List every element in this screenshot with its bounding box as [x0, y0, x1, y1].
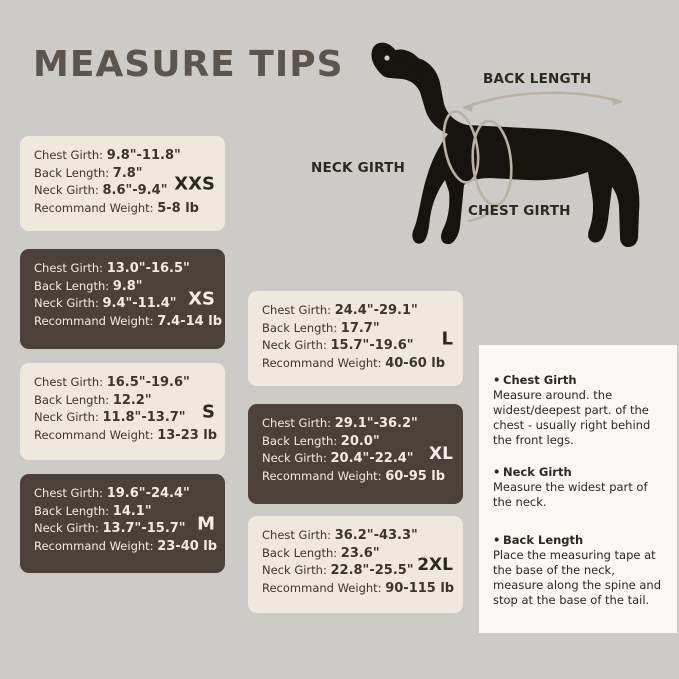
chest-girth-label: Chest Girth:: [34, 148, 104, 162]
weight-row: [34, 427, 218, 445]
neck-girth-label: Neck Girth:: [34, 183, 99, 197]
instruction-neck-title: Neck Girth: [503, 465, 572, 479]
weight-label: Recommand Weight:: [262, 580, 382, 595]
chest-girth-value: 24.4"-29.1": [334, 303, 418, 318]
chest-girth-row: [262, 527, 418, 545]
chest-girth-row: [34, 147, 181, 165]
chest-girth-row: [34, 260, 190, 278]
measuring-instructions-panel: [479, 345, 677, 633]
back-length-callout-label: BACK LENGTH: [483, 71, 592, 87]
bullet-icon: •: [493, 373, 501, 387]
weight-label: Recommand Weight:: [34, 200, 154, 215]
instruction-neck-body: Measure the widest part of the neck.: [493, 480, 648, 509]
back-length-label: Back Length:: [34, 165, 110, 180]
neck-girth-value: 9.4"-11.4": [102, 296, 177, 311]
size-badge: 2XL: [417, 554, 453, 575]
back-length-row: [34, 278, 169, 296]
back-length-value: 23.6": [340, 545, 380, 561]
back-length-arrow-left: [463, 103, 473, 112]
neck-girth-label: Neck Girth:: [34, 296, 99, 310]
back-length-value: 9.8": [112, 278, 143, 294]
size-card-lines: [34, 485, 218, 555]
size-card-l[interactable]: [248, 291, 463, 386]
chest-girth-label: Chest Girth:: [34, 261, 104, 275]
neck-girth-label: Neck Girth:: [262, 451, 327, 465]
size-badge: XXS: [174, 173, 215, 194]
neck-girth-row: [262, 450, 414, 468]
bullet-icon: •: [493, 465, 501, 479]
weight-label: Recommand Weight:: [34, 313, 154, 328]
weight-row: [262, 355, 446, 373]
back-length-row: [262, 545, 403, 563]
instruction-neck-girth: [493, 465, 667, 510]
back-length-value: 12.2": [112, 392, 152, 408]
weight-value: 90-115 lb: [385, 580, 455, 596]
back-length-label: Back Length:: [34, 392, 110, 407]
chest-girth-row: [34, 374, 190, 392]
weight-value: 7.4-14 lb: [157, 313, 223, 329]
weight-label: Recommand Weight:: [262, 355, 382, 370]
chest-girth-value: 29.1"-36.2": [334, 416, 418, 431]
weight-label: Recommand Weight:: [34, 427, 154, 442]
weight-value: 23-40 lb: [157, 538, 218, 554]
size-badge: XS: [188, 288, 215, 310]
dog-eye: [384, 55, 389, 60]
chest-girth-label: Chest Girth:: [262, 416, 332, 430]
neck-girth-row: [262, 562, 414, 580]
neck-girth-value: 13.7"-15.7": [102, 521, 186, 536]
page-title: MEASURE TIPS: [33, 44, 344, 85]
back-length-label: Back Length:: [262, 433, 338, 448]
instruction-neck-heading: [493, 465, 667, 479]
size-badge: XL: [429, 444, 453, 464]
instruction-back-heading: [493, 533, 667, 547]
chest-girth-value: 13.0"-16.5": [106, 261, 190, 276]
chest-girth-row: [262, 415, 418, 433]
chest-girth-callout-label: CHEST GIRTH: [468, 203, 571, 219]
neck-girth-callout-label: NECK GIRTH: [311, 160, 405, 176]
chest-girth-value: 9.8"-11.8": [106, 148, 181, 163]
neck-girth-row: [34, 520, 186, 538]
neck-girth-value: 11.8"-13.7": [102, 410, 186, 425]
neck-girth-row: [34, 295, 177, 313]
back-length-label: Back Length:: [34, 503, 110, 518]
back-length-value: 14.1": [112, 503, 152, 519]
back-length-row: [262, 320, 403, 338]
chest-girth-value: 36.2"-43.3": [334, 528, 418, 543]
weight-value: 60-95 lb: [385, 468, 446, 484]
size-badge: M: [197, 513, 215, 534]
neck-girth-value: 20.4"-22.4": [330, 451, 414, 466]
instruction-back-length: [493, 533, 667, 608]
bullet-icon: •: [493, 533, 501, 547]
instruction-chest-body: Measure around. the widest/deepest part. of the chest - usually right behind the front legs.: [493, 388, 651, 447]
instruction-back-body: Place the measuring tape at the base of the neck, measure along the spine and stop at the base of the tail.: [493, 548, 662, 607]
back-length-label: Back Length:: [34, 278, 110, 293]
chest-girth-row: [34, 485, 190, 503]
chest-girth-label: Chest Girth:: [262, 303, 332, 317]
neck-girth-value: 8.6"-9.4": [102, 183, 168, 198]
neck-girth-label: Neck Girth:: [34, 521, 99, 535]
chest-girth-label: Chest Girth:: [262, 528, 332, 542]
back-length-row: [34, 165, 169, 183]
instruction-back-title: Back Length: [503, 533, 584, 547]
neck-girth-label: Neck Girth:: [262, 563, 327, 577]
size-card-m[interactable]: [20, 474, 225, 573]
size-card-xxs[interactable]: [20, 136, 225, 231]
size-card-xs[interactable]: [20, 249, 225, 349]
back-length-row: [262, 433, 403, 451]
dog-silhouette-illustration: [340, 30, 679, 270]
back-length-label: Back Length:: [262, 545, 338, 560]
chest-girth-row: [262, 302, 418, 320]
back-length-value: 17.7": [340, 320, 380, 336]
chest-girth-value: 16.5"-19.6": [106, 375, 190, 390]
chest-girth-label: Chest Girth:: [34, 486, 104, 500]
back-length-row: [34, 503, 169, 521]
back-length-value: 7.8": [112, 165, 143, 181]
neck-girth-row: [34, 409, 186, 427]
chest-girth-label: Chest Girth:: [34, 375, 104, 389]
back-length-line: [463, 93, 622, 108]
size-card-xl[interactable]: [248, 404, 463, 504]
back-length-label: Back Length:: [262, 320, 338, 335]
weight-row: [34, 313, 223, 331]
neck-girth-row: [262, 337, 414, 355]
size-badge: S: [202, 401, 215, 422]
size-card-lines: [262, 302, 446, 372]
weight-row: [262, 580, 455, 598]
weight-value: 13-23 lb: [157, 427, 218, 443]
neck-girth-label: Neck Girth:: [34, 410, 99, 424]
size-badge: L: [441, 328, 453, 349]
neck-girth-value: 15.7"-19.6": [330, 338, 414, 353]
weight-value: 5-8 lb: [157, 200, 199, 216]
instruction-chest-girth: [493, 373, 667, 448]
neck-girth-value: 22.8"-25.5": [330, 563, 414, 578]
back-length-row: [34, 392, 169, 410]
size-card-s[interactable]: [20, 363, 225, 460]
neck-girth-row: [34, 182, 169, 200]
weight-row: [34, 538, 218, 556]
chest-girth-value: 19.6"-24.4": [106, 486, 190, 501]
size-card-lines: [34, 374, 218, 444]
back-length-value: 20.0": [340, 433, 380, 449]
weight-value: 40-60 lb: [385, 355, 446, 371]
neck-girth-label: Neck Girth:: [262, 338, 327, 352]
instruction-chest-heading: [493, 373, 667, 387]
weight-row: [34, 200, 199, 218]
back-length-arrow-right: [612, 97, 622, 106]
size-card-2xl[interactable]: [248, 516, 463, 613]
weight-row: [262, 468, 446, 486]
instruction-chest-title: Chest Girth: [503, 373, 577, 387]
weight-label: Recommand Weight:: [262, 468, 382, 483]
weight-label: Recommand Weight:: [34, 538, 154, 553]
